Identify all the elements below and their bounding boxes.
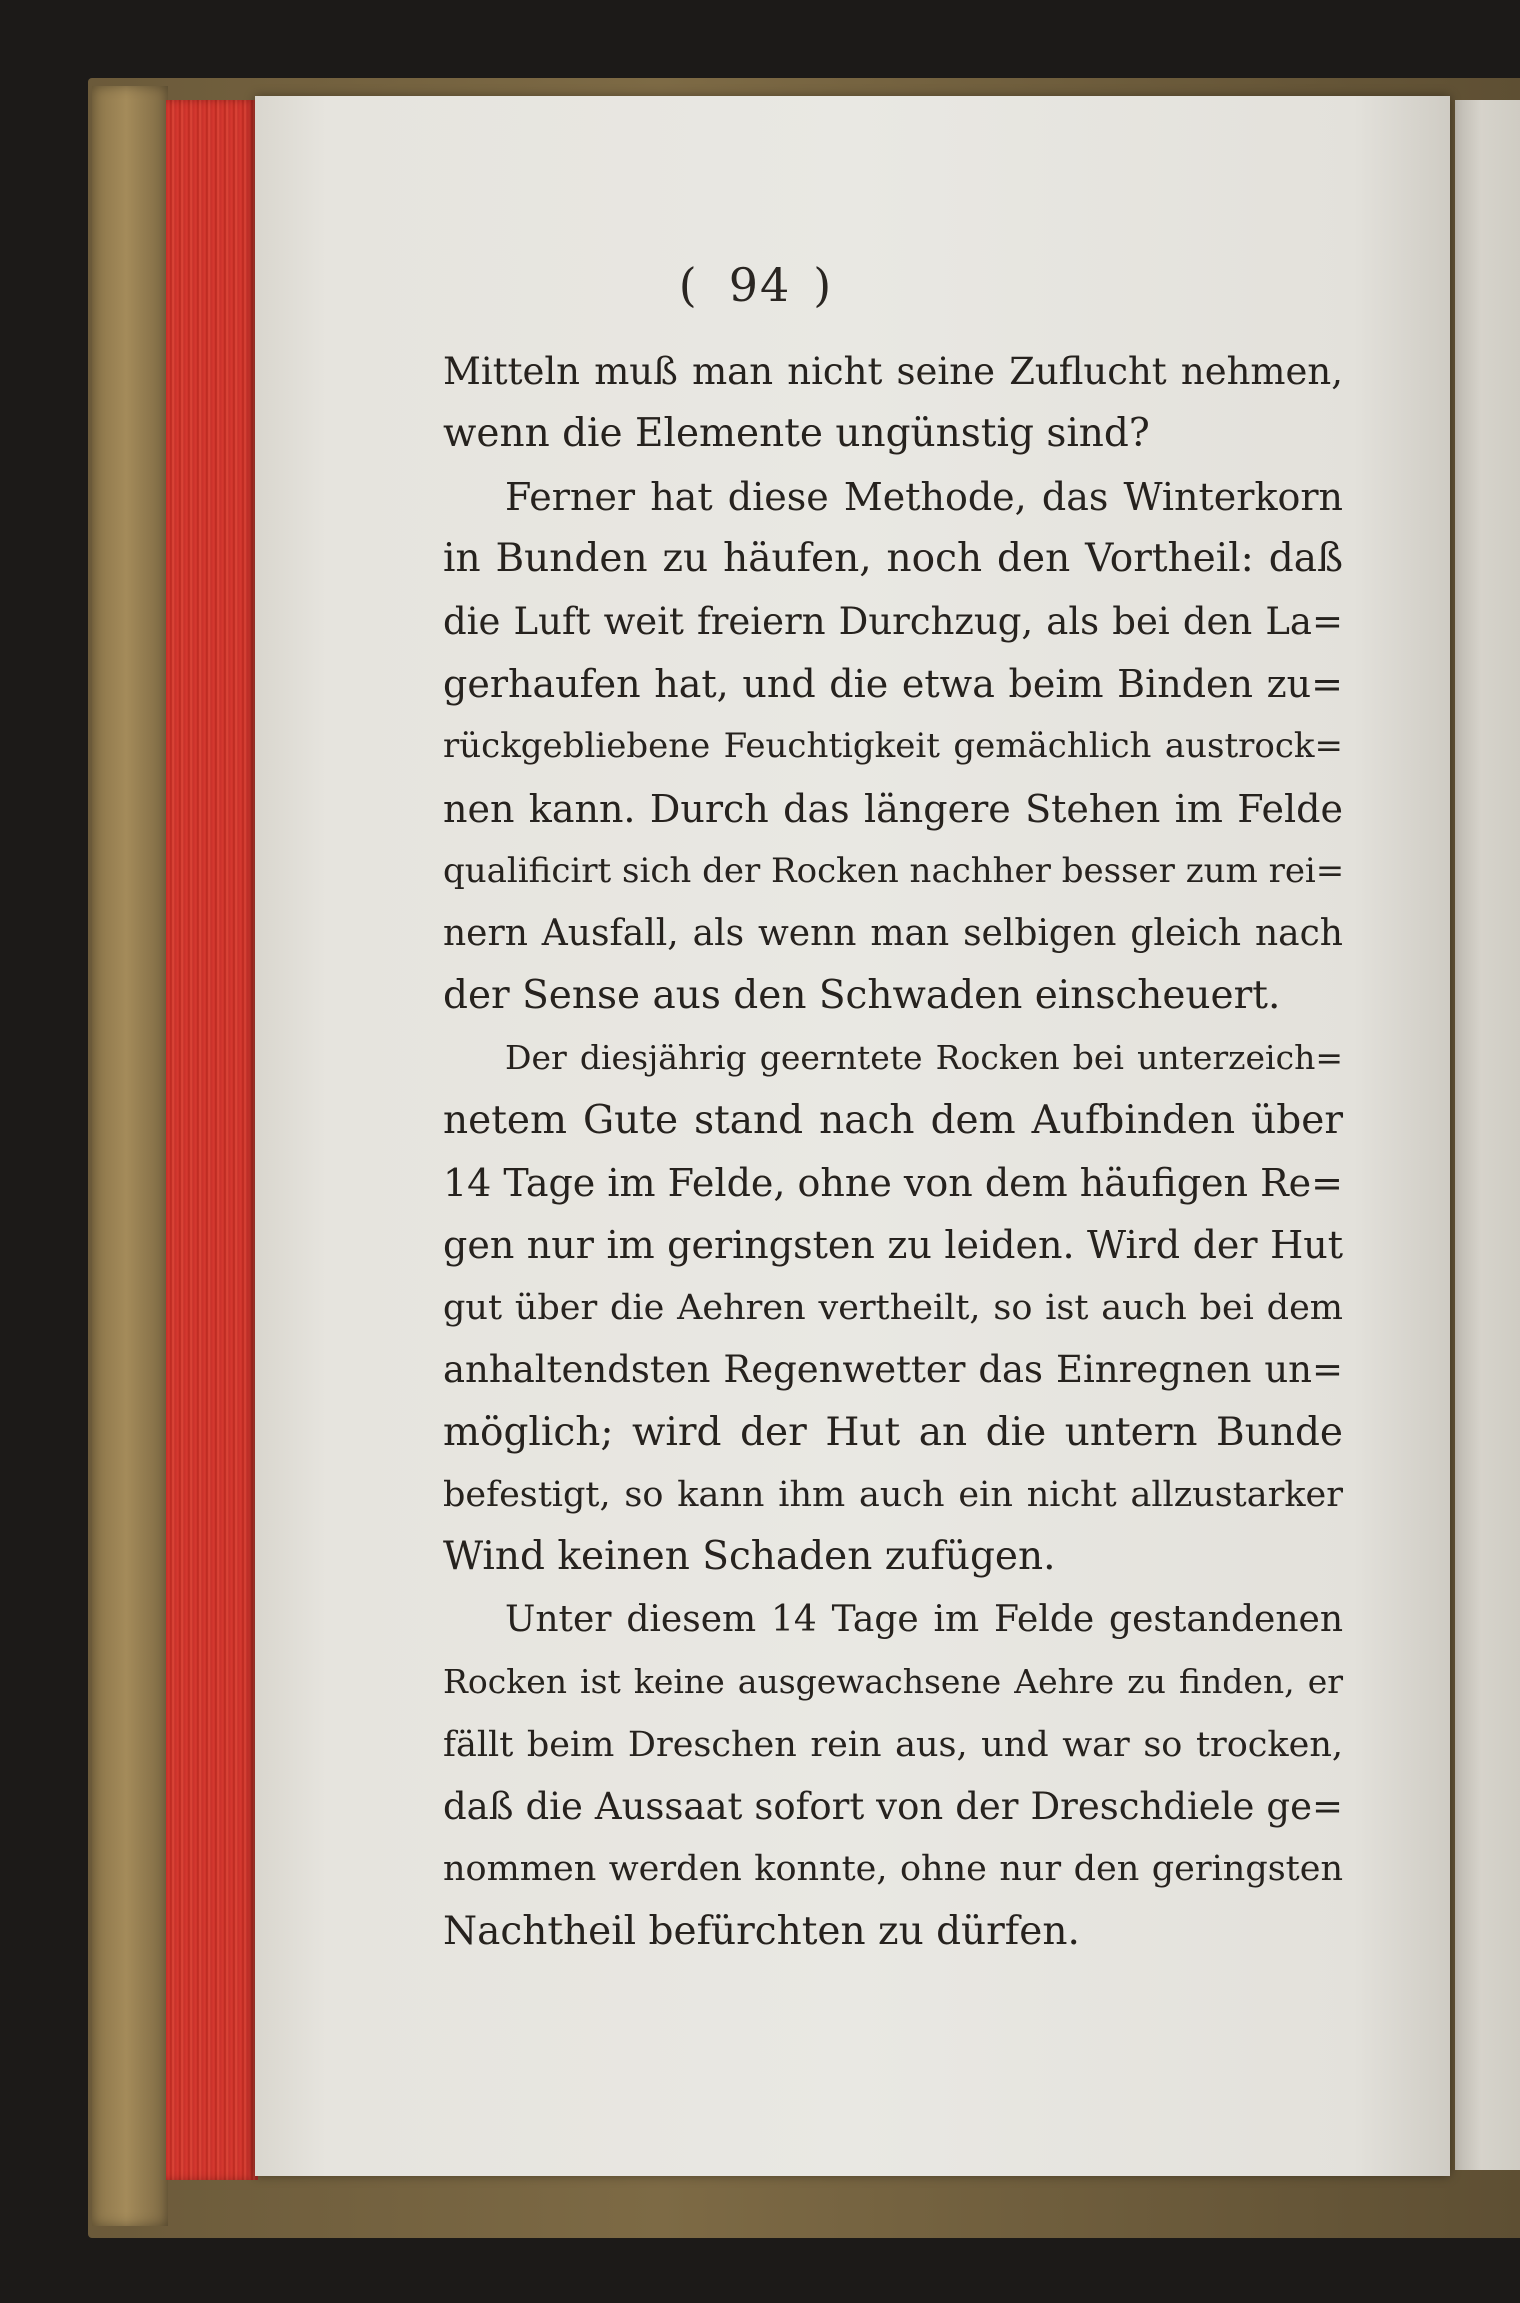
text-line: fällt beim Dreschen rein aus, und war so trocken, [443,1724,1343,1765]
text-line: daß die Aussaat sofort von der Dreschdiele ge= [443,1784,1343,1828]
text-line: der Sense aus den Schwaden einscheuert. [443,972,1281,1018]
text-line: qualificirt sich der Rocken nachher besser zum rei= [443,851,1345,892]
facing-page-edge [1455,100,1520,2170]
text-line: wenn die Elemente ungünstig sind? [443,411,1150,457]
text-line: rückgebliebene Feuchtigkeit gemächlich austrock= [443,726,1343,767]
body-text [443,341,1343,1963]
text-line: in Bunden zu häufen, noch den Vortheil: daß [443,536,1343,582]
text-line: nen kann. Durch das längere Stehen im Felde [443,786,1343,831]
text-line: gen nur im geringsten zu leiden. Wird der Hut [443,1223,1343,1268]
paragraph-1 [443,341,1343,466]
text-line: Mitteln muß man nicht seine Zuflucht nehmen, [443,350,1343,393]
page-number: 94 [728,258,792,312]
text-line: Der diesjährig geerntete Rocken bei unterzeich= [505,1038,1343,1078]
header-paren-right: ) [813,258,842,312]
text-line: gerhaufen hat, und die etwa beim Binden zu= [443,661,1343,706]
text-line: befestigt, so kann ihm auch ein nicht allzustarker [443,1475,1343,1516]
text-line: 14 Tage im Felde, ohne von dem häufigen Re= [443,1161,1344,1206]
header-paren-left: ( [678,258,707,312]
paragraph-3 [443,1027,1343,1589]
text-line: Wind keinen Schaden zufügen. [443,1534,1056,1580]
text-line: Nachtheil befürchten zu dürfen. [443,1908,1080,1954]
text-line: netem Gute stand nach dem Aufbinden über [443,1097,1343,1143]
text-line: Rocken ist keine ausgewachsene Aehre zu finden, er [443,1662,1343,1702]
red-page-edges [166,100,258,2180]
text-line: gut über die Aehren vertheilt, so ist auch bei dem [443,1287,1343,1328]
text-line: nern Ausfall, als wenn man selbigen gleich nach [443,912,1343,954]
text-line: anhaltendsten Regenwetter das Einregnen un= [443,1348,1343,1392]
text-line: möglich; wird der Hut an die untern Bunde [443,1409,1343,1455]
text-line: Ferner hat diese Methode, das Winterkorn [505,474,1343,519]
paragraph-4 [443,1589,1343,1963]
text-line: nommen werden konnte, ohne nur den geringsten [443,1849,1343,1890]
text-line: die Luft weit freiern Durchzug, als bei den La= [443,599,1343,643]
text-line: Unter diesem 14 Tage im Felde gestandenen [505,1598,1343,1640]
page-header [0,258,1520,312]
paragraph-2 [443,466,1343,1028]
cover-board-edge [92,86,168,2226]
